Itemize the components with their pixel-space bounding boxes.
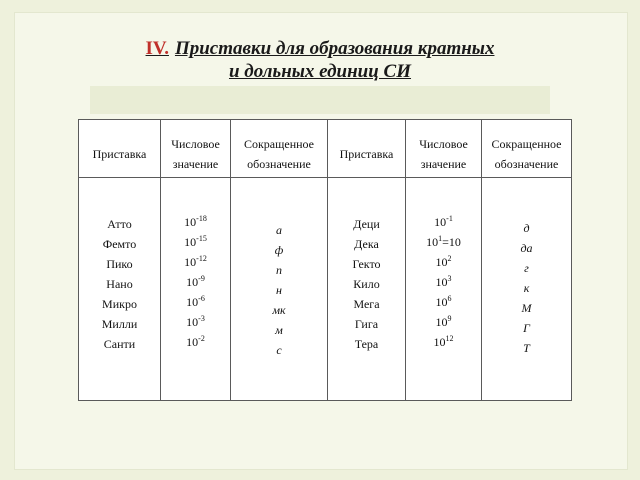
numeric-value — [406, 212, 481, 232]
prefix-name: Пико — [106, 257, 133, 271]
value-exponent: 1 — [438, 234, 443, 243]
abbr-right-cell — [482, 178, 572, 401]
value-exponent: 9 — [447, 314, 452, 323]
value-exponent: -3 — [198, 314, 205, 323]
header-value-left: Числовое значение — [171, 137, 220, 171]
header-cell — [328, 120, 406, 178]
header-cell — [482, 120, 572, 178]
value-exponent: 6 — [447, 294, 452, 303]
abbr-left-cell — [231, 178, 328, 401]
prefix-name: Дека — [354, 237, 379, 251]
numeric-value — [161, 232, 230, 252]
header-row — [79, 120, 572, 178]
prefixes-right-cell — [328, 178, 406, 401]
prefix-name: Тера — [354, 337, 379, 351]
prefix-name: Атто — [107, 217, 132, 231]
slide-title-line2: и дольных единиц СИ — [228, 61, 412, 82]
prefix-name: Гига — [354, 317, 379, 331]
title-text-1: Приставки для образования кратных — [174, 38, 495, 59]
prefix-name: Кило — [353, 277, 380, 291]
numeric-value — [406, 292, 481, 312]
prefix-name: Милли — [101, 317, 138, 331]
numeric-value — [406, 272, 481, 292]
numeric-value — [161, 312, 230, 332]
value-base: 10 — [186, 275, 199, 289]
value-base: 10 — [186, 295, 199, 309]
header-cell — [79, 120, 161, 178]
numeric-value — [161, 272, 230, 292]
prefix-abbreviation: Г — [523, 321, 530, 335]
value-exponent: 3 — [447, 274, 452, 283]
header-prefix-right: Приставка — [339, 147, 394, 161]
prefix-abbreviation: М — [521, 301, 532, 315]
numeric-value — [406, 252, 481, 272]
prefix-abbreviation: а — [276, 223, 282, 237]
prefix-abbreviation: п — [276, 263, 282, 277]
header-cell — [406, 120, 482, 178]
values-right-cell — [406, 178, 482, 401]
prefix-name: Мега — [353, 297, 380, 311]
prefix-abbreviation: да — [520, 241, 533, 255]
prefix-name: Нано — [106, 277, 133, 291]
numeric-value — [161, 252, 230, 272]
value-base: 10 — [186, 335, 199, 349]
value-exponent: -2 — [198, 334, 205, 343]
header-cell — [231, 120, 328, 178]
value-base: 10 — [184, 255, 197, 269]
prefix-abbreviation: мк — [272, 303, 286, 317]
si-prefix-table — [78, 119, 572, 401]
value-base: 10 — [434, 215, 447, 229]
prefix-abbreviation: г — [524, 261, 529, 275]
prefix-abbreviation: н — [276, 283, 282, 297]
value-base: 10 — [433, 335, 446, 349]
numeric-value — [406, 232, 481, 252]
header-prefix-left: Приставка — [92, 147, 147, 161]
prefix-abbreviation: ф — [274, 243, 284, 257]
value-base: 10 — [435, 275, 448, 289]
value-base: 10 — [186, 315, 199, 329]
slide-title-line1 — [0, 38, 640, 60]
prefix-abbreviation: Т — [523, 341, 530, 355]
prefix-abbreviation: с — [276, 343, 282, 357]
prefix-name: Гекто — [352, 257, 381, 271]
prefix-abbreviation: д — [523, 221, 530, 235]
prefixes-left-cell — [79, 178, 161, 401]
values-left-cell — [161, 178, 231, 401]
prefix-name: Санти — [103, 337, 136, 351]
numeric-value — [406, 312, 481, 332]
value-exponent: 12 — [445, 334, 454, 343]
value-tail: =10 — [442, 235, 461, 249]
section-number: IV. — [145, 38, 169, 59]
prefix-name: Деци — [353, 217, 380, 231]
value-base: 10 — [435, 295, 448, 309]
header-abbr-left: Сокращенное обозначение — [243, 137, 315, 171]
prefix-name: Микро — [102, 297, 137, 311]
prefix-abbreviation: к — [523, 281, 530, 295]
header-value-right: Числовое значение — [419, 137, 468, 171]
value-exponent: 2 — [447, 254, 452, 263]
prefix-name: Фемто — [102, 237, 137, 251]
value-exponent: -1 — [446, 214, 453, 223]
value-exponent: -9 — [198, 274, 205, 283]
numeric-value — [161, 212, 230, 232]
numeric-value — [161, 292, 230, 312]
value-exponent: -12 — [196, 254, 207, 263]
title-backdrop — [90, 86, 550, 114]
value-base: 10 — [426, 235, 439, 249]
value-exponent: -15 — [196, 234, 207, 243]
numeric-value — [406, 332, 481, 352]
value-base: 10 — [435, 315, 448, 329]
value-exponent: -6 — [198, 294, 205, 303]
header-abbr-right: Сокращенное обозначение — [491, 137, 562, 171]
value-exponent: -18 — [196, 214, 207, 223]
numeric-value — [161, 332, 230, 352]
value-base: 10 — [435, 255, 448, 269]
value-base: 10 — [184, 235, 197, 249]
prefix-abbreviation: м — [275, 323, 283, 337]
header-cell — [161, 120, 231, 178]
value-base: 10 — [184, 215, 197, 229]
body-row — [79, 178, 572, 401]
